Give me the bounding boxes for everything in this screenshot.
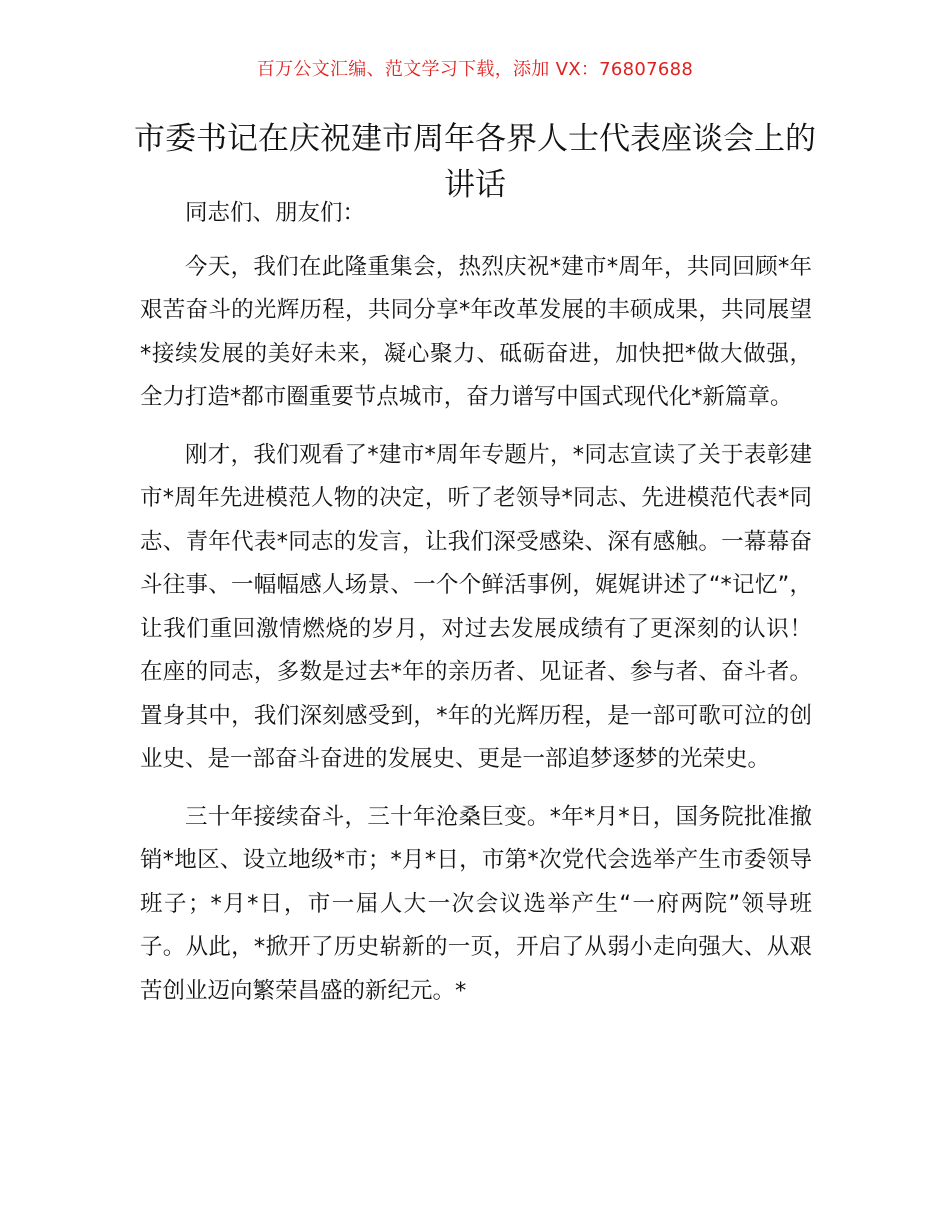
watermark-banner: 百万公文汇编、范文学习下载，添加 VX：76807688 — [256, 59, 694, 80]
paragraph-2: 刚才，我们观看了*建市*周年专题片，*同志宣读了关于表彰建市*周年先进模范人物的决定，听了老领导*同志、先进模范代表*同志、青年代表*同志的发言，让我们深受感染、深有感触。一幕幕奋斗往事、一幅幅感人场景、一个个鲜活事例，娓娓讲述了“*记忆”，让我们重回激情燃烧的岁月，对过去发展成绩有了更深刻的认识！在座的同志，多数是过去*年的亲历者、见证者、参与者、奋斗者。置身其中，我们深刻感受到，*年的光辉历程，是一部可歌可泣的创业史、是一部奋斗奋进的发展史、更是一部追梦逐梦的光荣史。 — [140, 441, 812, 772]
document-title: 市委书记在庆祝建市周年各界人士代表座谈会上的讲话 — [134, 121, 816, 203]
salutation: 同志们、朋友们： — [185, 200, 366, 226]
document-body — [140, 192, 812, 1027]
paragraph-3: 三十年接续奋斗，三十年沧桑巨变。*年*月*日，国务院批准撤销*地区、设立地级*市；*月*日，市第*次党代会选举产生市委领导班子；*月*日，市一届人大一次会议选举产生“一府两院”领导班子。从此，*掀开了历史崭新的一页，开启了从弱小走向强大、从艰苦创业迈向繁荣昌盛的新纪元。* — [140, 803, 812, 1004]
paragraph-1: 今天，我们在此隆重集会，热烈庆祝*建市*周年，共同回顾*年艰苦奋斗的光辉历程，共同分享*年改革发展的丰硕成果，共同展望*接续发展的美好未来，凝心聚力、砥砺奋进，加快把*做大做强，全力打造*都市圈重要节点城市，奋力谱写中国式现代化*新篇章。 — [140, 253, 812, 410]
